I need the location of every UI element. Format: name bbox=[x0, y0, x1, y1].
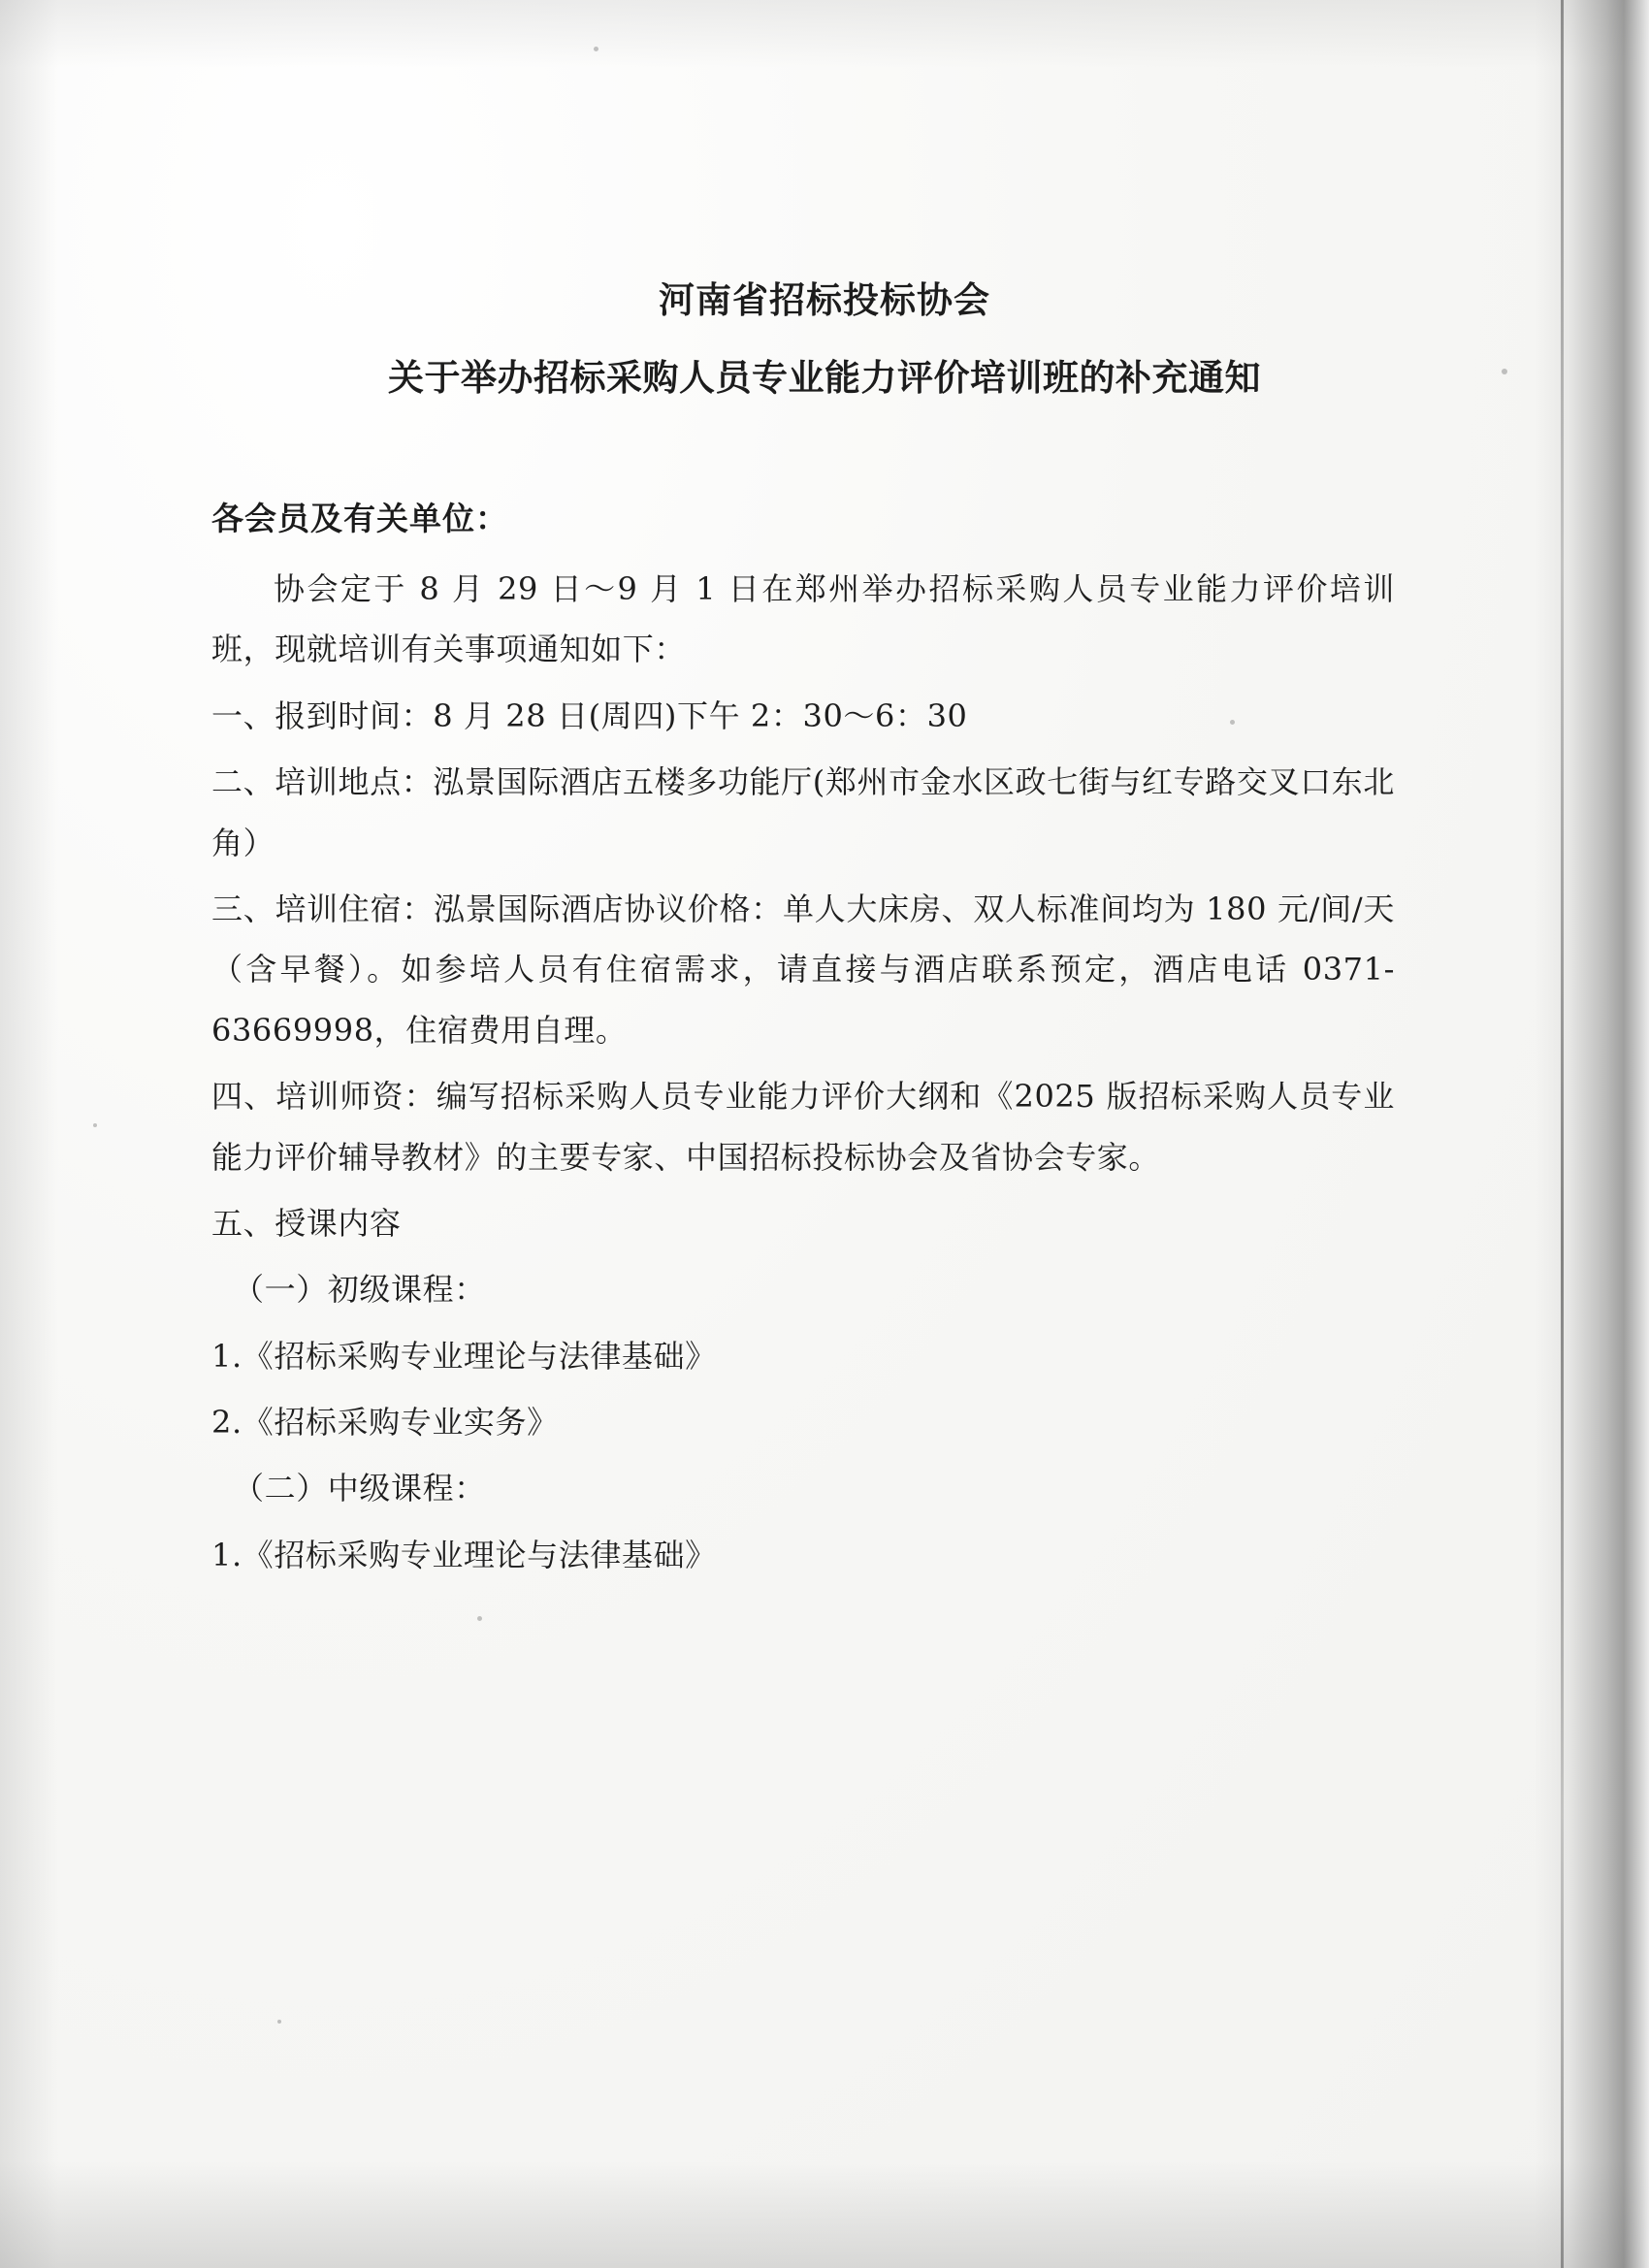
paragraph-primary-course-heading: （一）初级课程： bbox=[233, 1271, 486, 1309]
document-salutation: 各会员及有关单位： bbox=[211, 500, 508, 537]
document-title-organization: 河南省招标投标协会 bbox=[659, 279, 990, 321]
paragraph-item-1-registration-time: 一、报到时间：8 月 28 日(周四)下午 2：30～6：30 bbox=[211, 697, 968, 734]
paragraph-intermediate-course-1: 1.《招标采购专业理论与法律基础》 bbox=[211, 1536, 717, 1573]
paragraph-primary-course-1: 1.《招标采购专业理论与法律基础》 bbox=[211, 1337, 717, 1375]
paragraph-intro: 协会定于 8 月 29 日～9 月 1 日在郑州举办招标采购人员专业能力评价培训班，现就培训有关事项通知如下： bbox=[211, 570, 1395, 668]
paragraph-item-5-course-content-heading: 五、授课内容 bbox=[211, 1204, 402, 1242]
paragraph-item-4-faculty: 四、培训师资：编写招标采购人员专业能力评价大纲和《2025 版招标采购人员专业能力评价辅导教材》的主要专家、中国招标投标协会及省协会专家。 bbox=[211, 1078, 1395, 1176]
document-title-subject: 关于举办招标采购人员专业能力评价培训班的补充通知 bbox=[388, 356, 1261, 399]
document-body bbox=[0, 494, 1649, 1585]
paragraph-item-3-accommodation: 三、培训住宿：泓景国际酒店协议价格：单人大床房、双人标准间均为 180 元/间/天（含早餐）。如参培人员有住宿需求，请直接与酒店联系预定，酒店电话 0371-63669998，住宿费用自理。 bbox=[211, 890, 1395, 1049]
paragraph-item-2-venue: 二、培训地点：泓景国际酒店五楼多功能厅(郑州市金水区政七街与红专路交叉口东北角） bbox=[211, 763, 1395, 861]
paragraph-intermediate-course-heading: （二）中级课程： bbox=[233, 1470, 486, 1507]
document-title-block bbox=[0, 274, 1649, 405]
paragraph-primary-course-2: 2.《招标采购专业实务》 bbox=[211, 1404, 559, 1442]
